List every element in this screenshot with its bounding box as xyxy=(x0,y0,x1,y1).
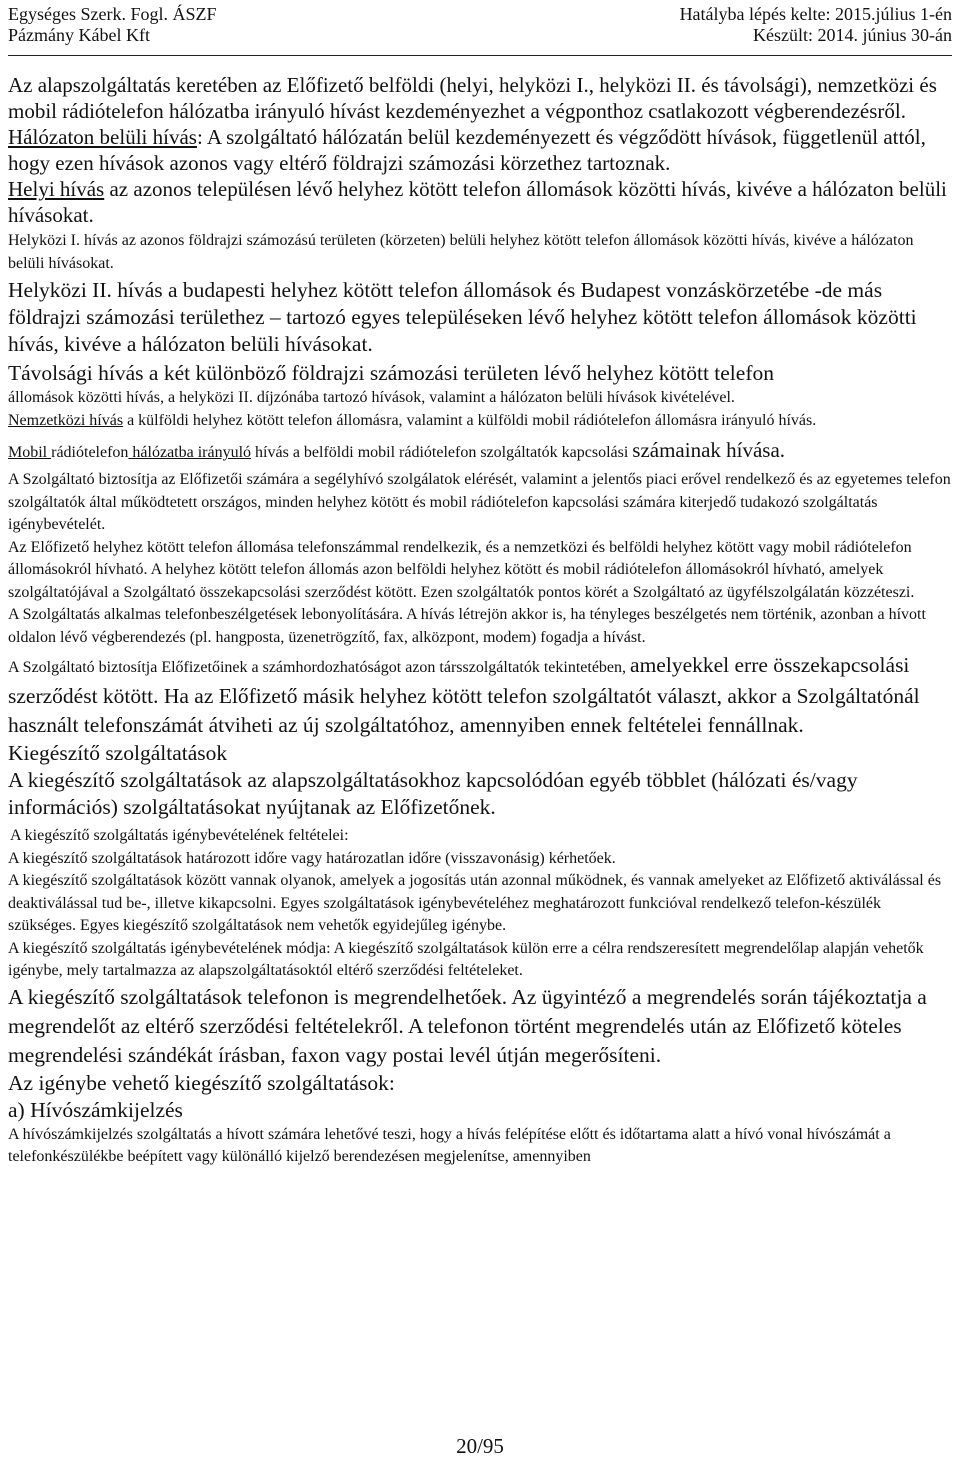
paragraph-phone-ordering: A kiegészítő szolgáltatások telefonon is megrendelhetőek. Az ügyintéző a megrendelés során tájékoztatja a megrendelőt az eltérő szerződési feltételekről. A telefonon történt megrendelés után az Előfizető köteles megrendelési szándékát írásban, faxon vagy postai levél útján megerősíteni. xyxy=(8,984,927,1067)
paragraph-regional-2: Helyközi II. hívás a budapesti helyhez kötött telefon állomások és Budapest vonzáskörzetébe -de más földrajzi számozási területhez – tartozó egyes településeken lévő helyhez kötött telefon állomások közötti hívás, kivéve a hálózaton belüli hívásokat. xyxy=(8,278,917,356)
term-international-call: Nemzetközi hívás xyxy=(8,411,124,429)
text-local-call: az azonos településen lévő helyhez kötött telefon állomások közötti hívás, kivéve a hálózaton belüli hívásokat. xyxy=(8,177,947,227)
paragraph-international-call xyxy=(8,410,952,433)
text-mobile-call: hívás a belföldi mobil rádiótelefon szolgáltatók kapcsolási xyxy=(251,444,633,461)
paragraph-local-call xyxy=(8,176,952,228)
text-portability-start: A Szolgáltató biztosítja Előfizetőinek a számhordozhatóságot azon társszolgáltatók tekintetében, xyxy=(8,659,631,676)
paragraph-regional-1: Helyközi I. hívás az azonos földrajzi számozású területen (körzeten) belüli helyhez kötött telefon állomások közötti hívás, kivéve a hálózaton belüli hívásokat. xyxy=(8,232,914,272)
effective-date: Hatályba lépés kelte: 2015.július 1-én xyxy=(679,4,952,24)
paragraph-duration: A kiegészítő szolgáltatások határozott időre vagy határozatlan időre (visszavonásig) kérhetőek. xyxy=(8,849,616,867)
term-local-call: Helyi hívás xyxy=(8,177,105,201)
page-number: 20/95 xyxy=(456,1434,504,1458)
document-title: Egységes Szerk. Fogl. ÁSZF xyxy=(8,4,217,24)
term-network-call: Hálózaton belüli hívás xyxy=(8,125,197,149)
term-radiotelephone: rádiótelefon xyxy=(51,444,129,461)
created-date: Készült: 2014. június 30-án xyxy=(753,25,952,45)
paragraph-available-services: Az igénybe vehető kiegészítő szolgáltatások: xyxy=(8,1070,395,1095)
header-left xyxy=(8,4,217,46)
paragraph-call-setup: A Szolgáltatás alkalmas telefonbeszélgetések lebonyolítására. A hívás létrejön akkor is, ha tényleges beszélgetés nem történik, azonban a hívott oldalon lévő végberendezés (pl. hangposta, üzenetrögzítő, fax, alközpont, modem) fogadja a hívást. xyxy=(8,606,926,646)
paragraph-ordering: A kiegészítő szolgáltatás igénybevételének módja: A kiegészítő szolgáltatások külön erre a célra rendszeresített megrendelőlap alapján vehetők igénybe, mely tartalmazza az alapszolgáltatásoktól eltérő szerződési feltételeket. xyxy=(8,939,924,979)
term-mobile: Mobil xyxy=(8,444,52,461)
paragraph-conditions: A kiegészítő szolgáltatás igénybevételének feltételei: xyxy=(10,827,349,844)
heading-caller-id: a) Hívószámkijelzés xyxy=(8,1097,183,1122)
paragraph-activation: A kiegészítő szolgáltatások között vannak olyanok, amelyek a jogosítás után azonnal működnek, és vannak amelyeket az Előfizető aktiválással és deaktiválással tud be-, illetve kikapcsolni. Egyes szolgáltatások igénybevételéhez meghatározott funkcióval rendelkező telefon-készülék szükséges. Egyes kiegészítő szolgáltatások nem vehetők egyidejűleg igénybe. xyxy=(8,872,942,934)
paragraph-emergency: A Szolgáltató biztosítja az Előfizetői számára a segélyhívó szolgálatok elérését, valamint a jelentős piaci erővel rendelkező és az egyetemes telefon szolgáltatók által működtetett országos, minden helyhez kötött és mobil rádiótelefon kapcsolási számára kiterjedő tudakozó szolgáltatás igénybevételét. xyxy=(8,471,951,533)
text-international-call: a külföldi helyhez kötött telefon állomásra, valamint a külföldi mobil rádiótelefon állomásra irányuló hívás. xyxy=(123,411,817,429)
paragraph-long-distance-b: állomások közötti hívás, a helyközi II. díjzónába tartozó hívások, valamint a hálózaton belüli hívások kivételével. xyxy=(8,389,735,406)
header-right xyxy=(680,4,952,46)
heading-supplementary: Kiegészítő szolgáltatások xyxy=(8,741,228,765)
paragraph-basic-service: Az alapszolgáltatás keretében az Előfizető belföldi (helyi, helyközi I., helyközi II. és távolsági), nemzetközi és mobil rádiótelefon hálózatba irányuló hívást kezdeményezhet a végponthoz csatlakozott végberendezésről. xyxy=(8,73,937,123)
company-name: Pázmány Kábel Kft xyxy=(8,25,150,45)
paragraph-long-distance-a: Távolsági hívás a két különböző földrajzi számozási területen lévő helyhez kötött telefon xyxy=(8,361,774,385)
paragraph-phone-number: Az Előfizető helyhez kötött telefon állomása telefonszámmal rendelkezik, és a nemzetközi és belföldi helyhez kötött vagy mobil rádiótelefon állomásokról hívható. A helyhez kötött telefon állomás azon belföldi helyhez kötött és mobil rádiótelefon állomásokról hívható, amelyek szolgáltatójával a Szolgáltató összekapcsolási szerződést kötött. Ezen szolgáltatók pontos körét a Szolgáltató az ügyfélszolgálatán közzéteszi. xyxy=(8,538,915,601)
header-divider xyxy=(8,55,952,56)
text-portability-rest: amelyekkel erre összekapcsolási szerződést kötött. Ha az Előfizető másik helyhez kötött telefon szolgáltatót választ, akkor a Szolgáltatónál használt telefonszámát átviheti az új szolgáltatóhoz, amennyiben ennek feltételei fennállnak. xyxy=(8,653,920,737)
text-mobile-call-end: számainak hívása. xyxy=(632,438,786,462)
page-header xyxy=(8,4,952,50)
text-network-call: : A szolgáltató hálózatán belül kezdeményezett és végződött hívások, függetlenül attól, hogy ezen hívások azonos vagy eltérő földrajzi számozási körzethez tartoznak. xyxy=(8,125,926,175)
paragraph-portability xyxy=(8,651,952,740)
paragraph-mobile-call xyxy=(8,438,952,465)
document-body xyxy=(8,72,952,1169)
paragraph-caller-id: A hívószámkijelzés szolgáltatás a hívott számára lehetővé teszi, hogy a hívás felépítése előtt és időtartama alatt a hívó vonal hívószámát a telefonkészülékbe beépített vagy különálló kijelző berendezésen megjelenítse, amennyiben xyxy=(8,1125,891,1165)
paragraph-network-call xyxy=(8,124,952,176)
term-network-directed: hálózatba irányuló xyxy=(128,444,252,461)
paragraph-supplementary-intro: A kiegészítő szolgáltatások az alapszolgáltatásokhoz kapcsolódóan egyéb többlet (hálózati és/vagy információs) szolgáltatásokat nyújtanak az Előfizetőnek. xyxy=(8,768,858,819)
